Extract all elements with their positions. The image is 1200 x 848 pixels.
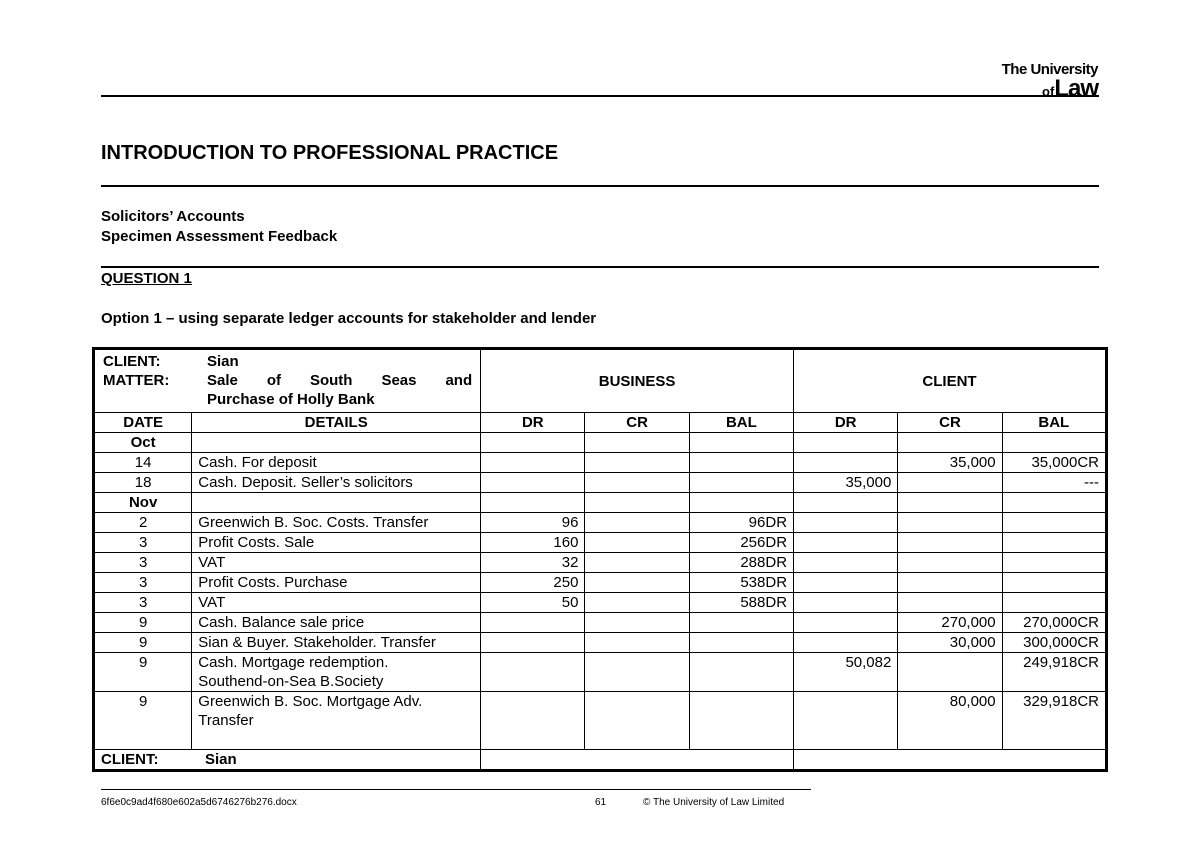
row-details-line1: Greenwich B. Soc. Mortgage Adv. <box>198 693 423 710</box>
row-cdr <box>794 553 898 573</box>
row-bbal <box>689 692 793 750</box>
ledger-row <box>94 493 1107 513</box>
row-bcr <box>585 473 689 493</box>
row-bbal: 588DR <box>689 593 793 613</box>
row-details <box>192 453 481 473</box>
footer-client-section-cell <box>794 750 1107 771</box>
title-rule <box>101 185 1099 187</box>
row-details-line1: Cash. For deposit <box>198 454 317 471</box>
row-bbal <box>689 453 793 473</box>
row-cbal: 270,000CR <box>1002 613 1106 633</box>
footer-filename: 6f6e0c9ad4f680e602a5d6746276b276.docx <box>101 797 297 808</box>
ledger-row <box>94 692 1107 750</box>
row-ccr <box>898 653 1002 692</box>
client-heading: CLIENT <box>794 349 1107 413</box>
matter-word: and <box>445 372 473 389</box>
row-ccr: 30,000 <box>898 633 1002 653</box>
row-cdr <box>794 433 898 453</box>
row-date: 9 <box>94 653 192 692</box>
row-details <box>192 653 481 692</box>
row-cdr: 35,000 <box>794 473 898 493</box>
row-bbal <box>689 633 793 653</box>
row-bdr <box>481 653 585 692</box>
ledger-row <box>94 653 1107 692</box>
row-bcr <box>585 433 689 453</box>
row-bcr <box>585 692 689 750</box>
row-details-line1: Profit Costs. Purchase <box>198 574 348 591</box>
row-cdr <box>794 633 898 653</box>
logo-line3: Law <box>1054 75 1098 102</box>
row-ccr <box>898 533 1002 553</box>
row-date: Oct <box>94 433 192 453</box>
row-bdr: 96 <box>481 513 585 533</box>
row-bdr <box>481 473 585 493</box>
col-business-cr: CR <box>585 413 689 433</box>
row-date: 9 <box>94 692 192 750</box>
row-date: Nov <box>94 493 192 513</box>
col-date: DATE <box>94 413 192 433</box>
client-matter-cell <box>94 349 481 413</box>
row-details <box>192 613 481 633</box>
row-bdr: 160 <box>481 533 585 553</box>
row-cbal: 300,000CR <box>1002 633 1106 653</box>
row-ccr <box>898 573 1002 593</box>
row-details-line1: VAT <box>198 594 226 611</box>
row-details <box>192 633 481 653</box>
row-bbal <box>689 433 793 453</box>
matter-word: South <box>309 372 353 389</box>
row-bdr <box>481 633 585 653</box>
ledger-row <box>94 573 1107 593</box>
matter-word: of <box>266 372 281 389</box>
row-date: 3 <box>94 573 192 593</box>
row-bcr <box>585 573 689 593</box>
row-details <box>192 473 481 493</box>
row-bcr <box>585 453 689 473</box>
row-details-line1: Profit Costs. Sale <box>198 534 315 551</box>
col-client-cr: CR <box>898 413 1002 433</box>
ledger-header-row <box>94 349 1107 413</box>
row-bdr: 50 <box>481 593 585 613</box>
ledger-row <box>94 513 1107 533</box>
row-cbal <box>1002 553 1106 573</box>
row-bcr <box>585 553 689 573</box>
row-cdr <box>794 613 898 633</box>
row-details <box>192 553 481 573</box>
subtitle-rule <box>101 266 1099 268</box>
row-details <box>192 593 481 613</box>
row-ccr <box>898 553 1002 573</box>
row-details <box>192 533 481 553</box>
row-cbal <box>1002 533 1106 553</box>
question-heading: QUESTION 1 <box>101 270 192 287</box>
footer-client-cell <box>94 750 481 771</box>
row-details <box>192 692 481 750</box>
row-cbal: 329,918CR <box>1002 692 1106 750</box>
row-bbal: 288DR <box>689 553 793 573</box>
row-details <box>192 513 481 533</box>
row-bdr <box>481 453 585 473</box>
matter-line2: Purchase of Holly Bank <box>207 391 375 408</box>
column-header-row <box>94 413 1107 433</box>
footer-rule <box>101 789 811 790</box>
row-cdr <box>794 513 898 533</box>
row-ccr <box>898 473 1002 493</box>
client-label: CLIENT: <box>103 353 161 370</box>
ledger-row <box>94 433 1107 453</box>
ledger-row <box>94 533 1107 553</box>
footer-business-cell <box>481 750 794 771</box>
row-bdr <box>481 613 585 633</box>
row-cbal: --- <box>1002 473 1106 493</box>
footer-client-name: Sian <box>205 751 237 768</box>
row-bbal <box>689 473 793 493</box>
row-date: 18 <box>94 473 192 493</box>
footer-page-number: 61 <box>595 797 607 808</box>
row-ccr <box>898 433 1002 453</box>
col-client-bal: BAL <box>1002 413 1106 433</box>
row-cdr <box>794 453 898 473</box>
row-cdr: 50,082 <box>794 653 898 692</box>
row-bdr <box>481 493 585 513</box>
subtitle-course: Solicitors’ Accounts <box>101 208 245 225</box>
row-details-line1: Sian & Buyer. Stakeholder. Transfer <box>198 634 436 651</box>
row-cbal: 249,918CR <box>1002 653 1106 692</box>
ledger-row <box>94 633 1107 653</box>
row-bdr: 250 <box>481 573 585 593</box>
row-bbal: 96DR <box>689 513 793 533</box>
row-bcr <box>585 633 689 653</box>
col-client-dr: DR <box>794 413 898 433</box>
row-details <box>192 573 481 593</box>
ledger-row <box>94 473 1107 493</box>
row-cdr <box>794 493 898 513</box>
row-details-line1: VAT <box>198 554 226 571</box>
ledger-row <box>94 553 1107 573</box>
row-bcr <box>585 493 689 513</box>
row-details-line2: Transfer <box>198 712 254 729</box>
row-cbal <box>1002 593 1106 613</box>
row-date: 14 <box>94 453 192 473</box>
row-ccr: 35,000 <box>898 453 1002 473</box>
matter-line1 <box>207 371 472 390</box>
col-business-bal: BAL <box>689 413 793 433</box>
row-ccr: 80,000 <box>898 692 1002 750</box>
row-bdr: 32 <box>481 553 585 573</box>
row-cbal: 35,000CR <box>1002 453 1106 473</box>
footer-client-label: CLIENT: <box>101 751 159 768</box>
row-cbal <box>1002 433 1106 453</box>
row-details-line1: Cash. Balance sale price <box>198 614 365 631</box>
row-details <box>192 433 481 453</box>
row-details-line1: Greenwich B. Soc. Costs. Transfer <box>198 514 429 531</box>
business-heading: BUSINESS <box>481 349 794 413</box>
row-bbal: 256DR <box>689 533 793 553</box>
row-cdr <box>794 533 898 553</box>
row-date: 3 <box>94 553 192 573</box>
logo-line2: of <box>1042 84 1055 99</box>
row-bdr <box>481 433 585 453</box>
row-date: 3 <box>94 533 192 553</box>
row-bcr <box>585 513 689 533</box>
row-bbal: 538DR <box>689 573 793 593</box>
row-bcr <box>585 613 689 633</box>
page-title: INTRODUCTION TO PROFESSIONAL PRACTICE <box>101 142 559 164</box>
ledger-table <box>92 347 1108 772</box>
row-details-line1: Cash. Mortgage redemption. <box>198 654 389 671</box>
logo-line1: The University <box>1001 61 1098 78</box>
row-date: 2 <box>94 513 192 533</box>
row-bbal <box>689 613 793 633</box>
row-bcr <box>585 593 689 613</box>
row-details <box>192 493 481 513</box>
row-ccr <box>898 593 1002 613</box>
top-rule <box>101 95 1099 97</box>
row-cbal <box>1002 573 1106 593</box>
ledger-row <box>94 613 1107 633</box>
row-bdr <box>481 692 585 750</box>
ledger-row <box>94 593 1107 613</box>
row-ccr: 270,000 <box>898 613 1002 633</box>
row-details-line2: Southend-on-Sea B.Society <box>198 673 384 690</box>
matter-label: MATTER: <box>103 372 170 389</box>
row-cbal <box>1002 513 1106 533</box>
row-date: 3 <box>94 593 192 613</box>
subtitle-document: Specimen Assessment Feedback <box>101 228 338 245</box>
row-ccr <box>898 493 1002 513</box>
row-date: 9 <box>94 613 192 633</box>
ledger-row <box>94 453 1107 473</box>
client-name: Sian <box>207 353 239 370</box>
footer-copyright: © The University of Law Limited <box>643 797 785 808</box>
col-details: DETAILS <box>192 413 481 433</box>
row-details-line1: Cash. Deposit. Seller’s solicitors <box>198 474 413 491</box>
row-bbal <box>689 653 793 692</box>
row-date: 9 <box>94 633 192 653</box>
row-bbal <box>689 493 793 513</box>
row-cdr <box>794 573 898 593</box>
ledger-footer-row <box>94 750 1107 771</box>
row-bcr <box>585 533 689 553</box>
row-ccr <box>898 513 1002 533</box>
row-bcr <box>585 653 689 692</box>
row-cdr <box>794 593 898 613</box>
matter-word: Sale <box>207 372 238 389</box>
matter-word: Seas <box>381 372 417 389</box>
row-cdr <box>794 692 898 750</box>
option-heading: Option 1 – using separate ledger accounts for stakeholder and lender <box>101 310 597 327</box>
col-business-dr: DR <box>481 413 585 433</box>
row-cbal <box>1002 493 1106 513</box>
